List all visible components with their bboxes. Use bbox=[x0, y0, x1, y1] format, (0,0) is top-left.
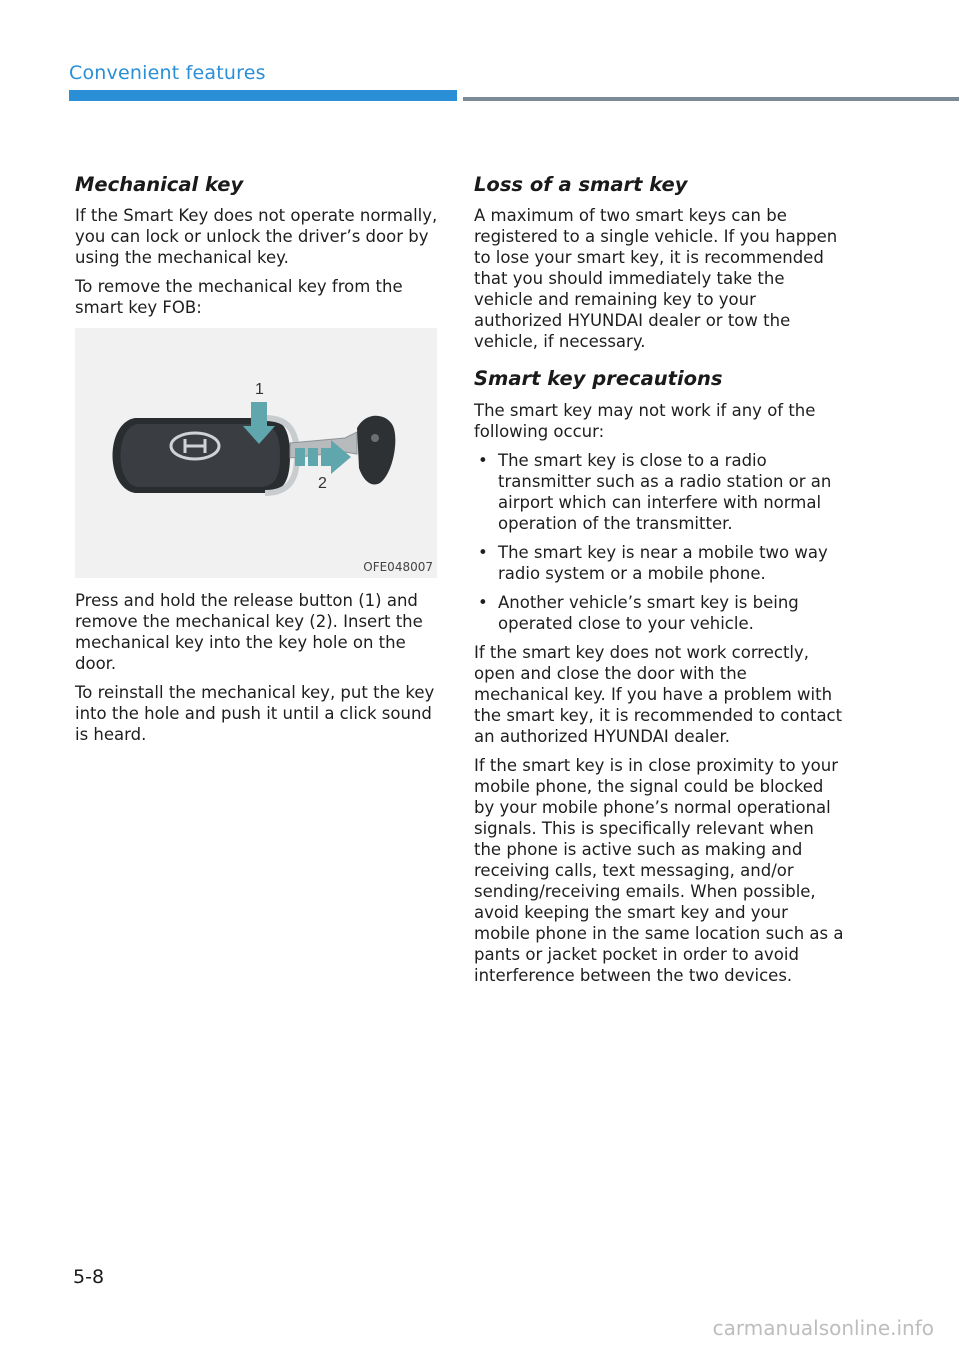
list-item: • The smart key is near a mobile two way radio system or a mobile phone. bbox=[478, 542, 828, 583]
header-rule bbox=[463, 97, 959, 101]
left-column bbox=[75, 172, 440, 753]
watermark: carmanualsonline.info bbox=[712, 1316, 934, 1340]
right-column bbox=[474, 172, 844, 994]
paragraph: A maximum of two smart keys can be registered to a single vehicle. If you happen to lose your smart key, it is recommended that you should immediately take the vehicle and remaining key to your authorized HYUNDAI dealer or tow the vehicle, if necessary. bbox=[474, 206, 838, 352]
list-item: • Another vehicle’s smart key is being operated close to your vehicle. bbox=[478, 592, 799, 633]
page-number: 5-8 bbox=[73, 1266, 105, 1288]
callout-2: 2 bbox=[318, 475, 327, 493]
paragraph: The smart key may not work if any of the following occur: bbox=[474, 400, 816, 441]
precautions-list bbox=[474, 450, 844, 634]
heading-smart-key-precautions: Smart key precautions bbox=[474, 367, 723, 391]
smart-key-illustration bbox=[75, 328, 437, 578]
list-item: • The smart key is close to a radio transmitter such as a radio station or an airport which can interfere with normal operation of the transmitter. bbox=[478, 450, 832, 533]
smart-key-figure bbox=[75, 328, 437, 578]
paragraph: To reinstall the mechanical key, put the key into the hole and push it until a click sound is heard. bbox=[75, 683, 435, 745]
heading-mechanical-key: Mechanical key bbox=[75, 173, 244, 196]
paragraph: If the Smart Key does not operate normally, you can lock or unlock the driver’s door by using the mechanical key. bbox=[75, 206, 438, 268]
paragraph: Press and hold the release button (1) and remove the mechanical key (2). Insert the mechanical key into the key hole on the door. bbox=[75, 591, 423, 674]
header-accent-bar bbox=[69, 90, 457, 101]
figure-code: OFE048007 bbox=[363, 560, 433, 575]
section-title: Convenient features bbox=[69, 62, 266, 84]
bullet: • bbox=[478, 592, 488, 612]
paragraph: To remove the mechanical key from the smart key FOB: bbox=[75, 277, 403, 318]
heading-loss-of-smart-key: Loss of a smart key bbox=[474, 173, 688, 196]
paragraph: If the smart key does not work correctly, open and close the door with the mechanical key. If you have a problem with the smart key, it is recommended to contact an authorized HYUNDAI dealer. bbox=[474, 642, 843, 746]
callout-1: 1 bbox=[255, 381, 264, 399]
paragraph: If the smart key is in close proximity to your mobile phone, the signal could be blocked by your mobile phone’s normal operational signals. This is specifically relevant when the phone is active such as making and receiving calls, text messaging, and/or sending/receiving emails. When possible, avoid keeping the smart key and your mobile phone in the same location such as a pants or jacket pocket in order to avoid interference between the two devices. bbox=[474, 755, 844, 985]
bullet: • bbox=[478, 542, 488, 562]
bullet: • bbox=[478, 450, 488, 470]
